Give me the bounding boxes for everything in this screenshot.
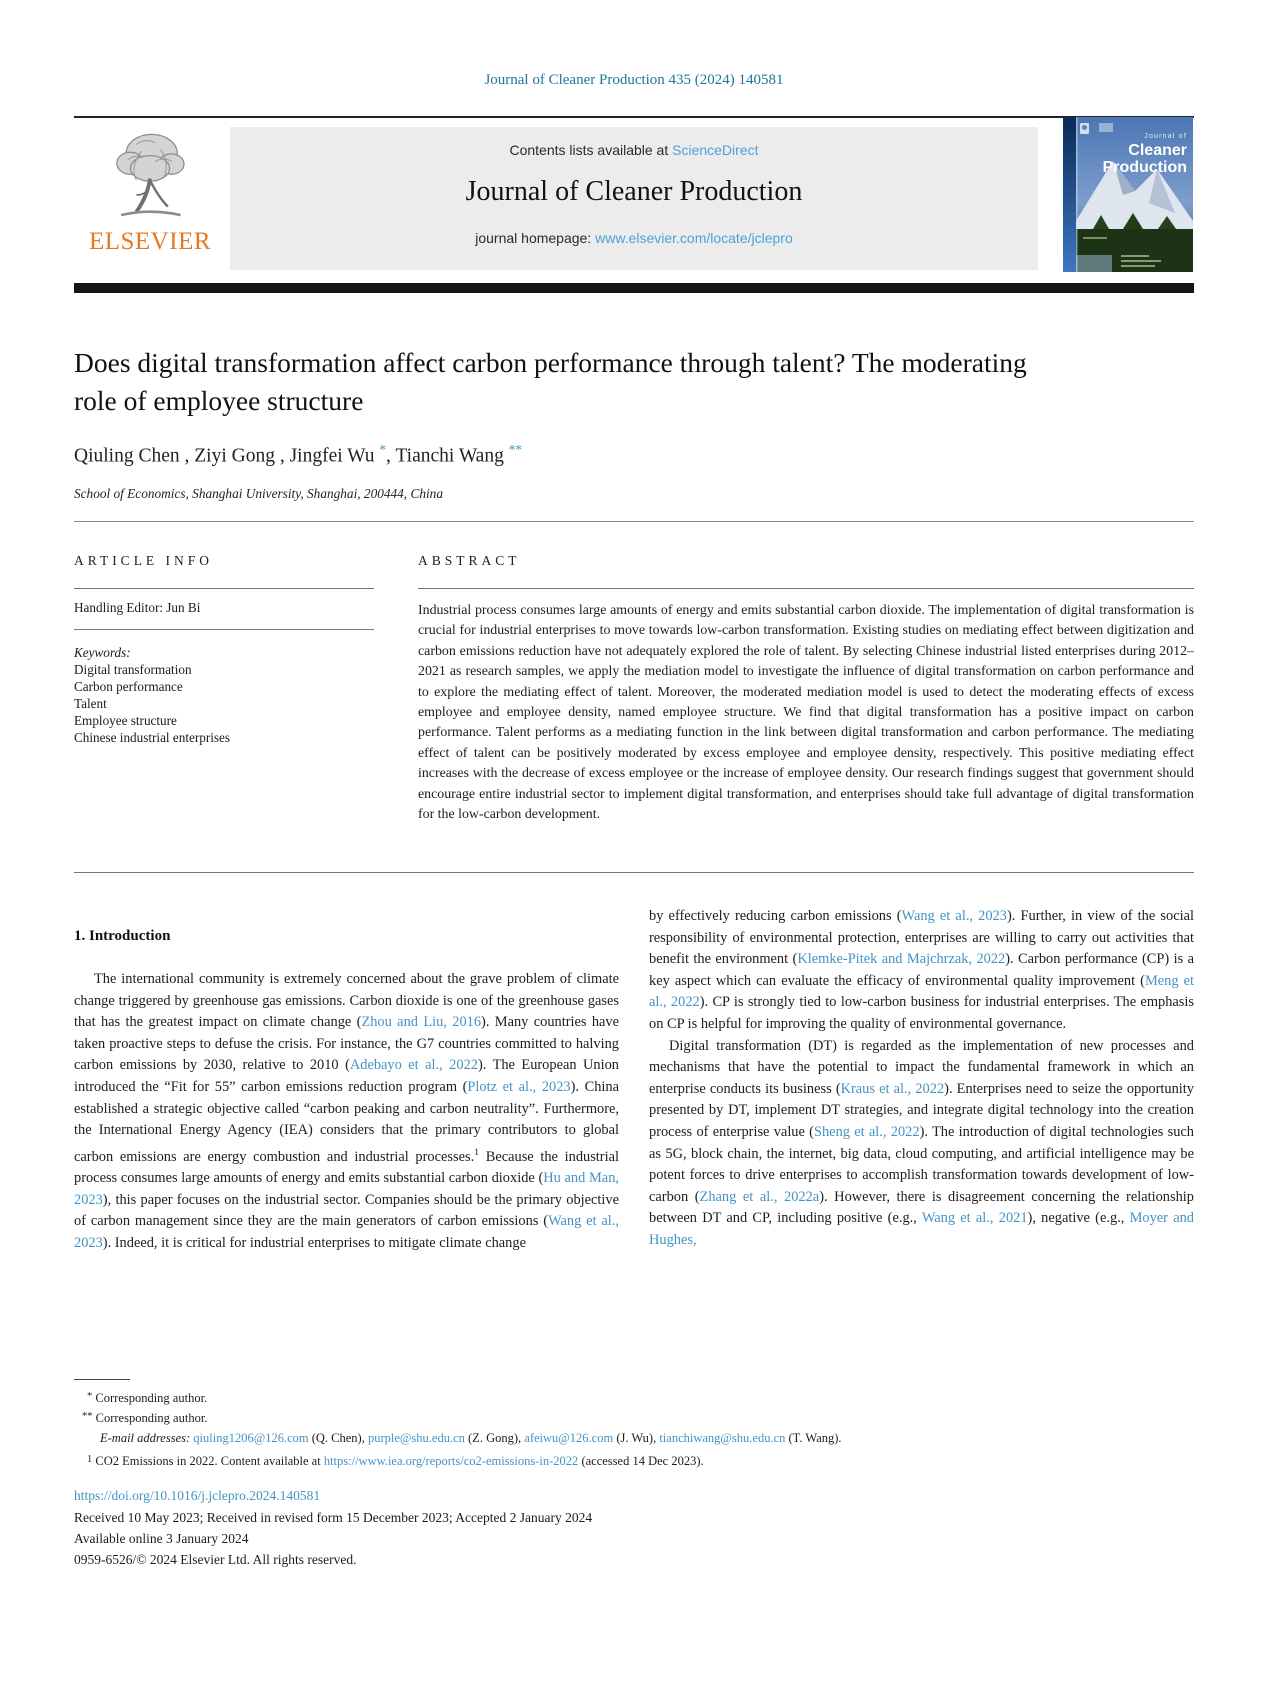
keyword: Digital transformation [74,662,192,677]
elsevier-wordmark: ELSEVIER [88,228,212,255]
text-run: (T. Wang). [785,1431,842,1445]
text-run: ). The introduction of digital technologies such as 5G, block chain, the internet, big data, cloud computing, and artificial intelligence may be potent forces to drive enterprises to accomplish transformation towards development of low-carbon ( [649,1123,1194,1205]
text-run: ). Enterprises need to seize the opportunity presented by DT, implement DT strategies, and integrate digital technology into the creation process of enterprise value ( [649,1080,1194,1140]
email-gong[interactable]: purple@shu.edu.cn [367,1431,465,1445]
cover-credit-line [1121,260,1161,262]
keywords-label: Keywords: [74,645,131,660]
cover-credit-line [1121,255,1149,257]
text-run: Corresponding author. [92,1391,208,1405]
email-chen[interactable]: qiuling1206@126.com [193,1431,309,1445]
text-run: * [87,1391,93,1402]
cover-title-line1: Cleaner [1128,142,1187,159]
text-run: journal homepage: [475,230,596,246]
contents-line [230,142,1038,158]
divider [418,588,1194,589]
text-run: E-mail addresses: [100,1431,194,1445]
abstract-section [418,553,1194,825]
citation-plotz-2023[interactable]: Plotz et al., 2023 [467,1078,571,1095]
footnote-divider [74,1379,130,1380]
text-run: The international community is extremely concerned about the grave problem of climate change triggered by greenhouse gas emissions. Carbon dioxide is one of the greenhouse gases that has the greatest impact on climate change ( [74,971,619,1031]
footnote-ref-1: 1 [474,1146,480,1158]
intro-paragraph [74,969,619,1255]
author-list [74,442,522,468]
text-run: Because the industrial process consumes large amounts of energy and emits substantial carbon dioxide ( [74,1148,619,1187]
handling-editor: Handling Editor: Jun Bi [74,600,201,615]
text-run: Qiuling Chen , Ziyi Gong , Jingfei Wu [74,445,380,467]
journal-homepage-link[interactable]: www.elsevier.com/locate/jclepro [595,230,793,246]
text-run: ** [82,1410,93,1422]
article-info-heading: ARTICLE INFO [74,553,214,568]
journal-cover-thumbnail[interactable] [1063,117,1193,272]
cover-credit-line [1083,237,1107,239]
text-run: ). However, there is disagreement concerning the relationship between DT and CP, including positive (e.g., [649,1188,1194,1227]
cover-title-small: Journal of [1144,133,1187,140]
abstract-heading: ABSTRACT [418,553,521,568]
citation-wang-2023[interactable]: Wang et al., 2023 [901,908,1007,924]
citation-kraus-2022[interactable]: Kraus et al., 2022 [840,1080,945,1097]
citation-adebayo-2022[interactable]: Adebayo et al., 2022 [349,1057,478,1074]
divider [74,629,374,630]
text-run: Corresponding author. [92,1410,208,1425]
text-run: 1 [87,1453,93,1465]
journal-citation-header: Journal of Cleaner Production 435 (2024) 140581 [484,72,784,88]
elsevier-logo[interactable] [74,124,226,272]
text-run: (Q. Chen), [308,1431,368,1445]
text-run: ). The European Union introduced the “Fit for 55” carbon emissions reduction program ( [74,1057,619,1095]
text-run: ). China established a strategic objective called “carbon peaking and carbon neutrality”. Furthermore, the International Energy Agency (IEA) considers that the primary contributors to global carbon emissions are energy combustion and industrial processes. [74,1078,619,1165]
text-run: ). Further, in view of the social responsibility of environmental protection, enterprises are willing to carry out activities that benefit the environment ( [649,908,1194,968]
cover-lake [1076,255,1112,272]
text-run: (accessed 14 Dec 2023). [578,1453,704,1468]
divider [74,872,1194,873]
text-run: (Z. Gong), [464,1431,525,1445]
divider [74,116,1194,118]
text-run: ), negative (e.g., [1027,1210,1130,1227]
citation-sheng-2022[interactable]: Sheng et al., 2022 [813,1123,920,1140]
citation-wang-2021[interactable]: Wang et al., 2021 [921,1210,1028,1227]
digital-transformation-paragraph [649,1036,1194,1252]
homepage-line [230,230,1038,246]
citation-zhou-liu-2016[interactable]: Zhou and Liu, 2016 [361,1014,482,1031]
cover-title-line2: Production [1102,159,1187,176]
cover-emblem-mark [1082,125,1087,130]
issn-copyright: 0959-6526/© 2024 Elsevier Ltd. All rights reserved. [74,1552,357,1567]
sciencedirect-link[interactable]: ScienceDirect [672,142,759,158]
affiliation: School of Economics, Shanghai University, Shanghai, 200444, China [74,486,443,501]
citation-klemke-pitek-2022[interactable]: Klemke-Pitek and Majchrzak, 2022 [797,951,1006,968]
body-column-left [74,906,619,1255]
text-run: ). Many countries have taken proactive steps to defuse the crisis. For instance, the G7 countries committed to halving carbon emissions by 2030, relative to 2010 ( [74,1014,620,1074]
masthead-box [230,127,1038,270]
abstract-text: Industrial process consumes large amounts of energy and emits substantial carbon dioxide. The implementation of digital transformation is crucial for industrial enterprises to move towards low-carbon transformation. Existing studies on mediating effect between digitization and carbon emissions reduction have not adequately explored the role of talent. By selecting Chinese industrial listed enterprises during 2012–2021 as research samples, we apply the mediation model to investigate the influence of digital transformation on carbon performance and to explore the mediating effect of talent. Moreover, the moderated mediation model is used to detect the moderating effects of excess employee and employee density, named employee structure. We find that digital transformation has a positive impact on carbon performance. Talent performs as a mediating function in the link between digital transformation and carbon performance. The mediating effect of talent can be positively moderated by excess employee and employee density, respectively. This positive mediating effect increases with the decrease of excess employee or the increase of employee density. Our research findings suggest that government should encourage entire industrial sector to implement digital transformation, and enterprises should take full advantage of digital transformation for the low-carbon development. [418,603,1194,823]
keyword: Employee structure [74,713,177,728]
second-corresponding-author-mark[interactable]: ** [508,442,522,457]
intro-paragraph-continued [649,906,1194,1036]
cover-spine [1063,117,1076,272]
footnote-corresponding [74,1388,1194,1408]
elsevier-tree-icon [99,124,201,228]
footnotes [74,1388,1194,1470]
citation-wang-2023[interactable]: Wang et al., 2023 [74,1213,620,1251]
footnote-co2-report [74,1451,1194,1471]
text-run: ), this paper focuses on the industrial sector. Companies should be the primary objective of carbon management since they are the main generators of carbon emissions ( [74,1191,619,1230]
cover-credit-line [1121,265,1155,267]
cover-issn-block [1099,123,1113,132]
divider [74,521,1194,522]
email-wu[interactable]: afeiwu@126.com [524,1431,614,1445]
article-info-section [74,553,374,746]
cover-spine-edge [1076,117,1078,272]
text-run: Contents lists available at [509,142,673,158]
text-run: by effectively reducing carbon emissions ( [649,908,902,924]
text-run: (J. Wu), [613,1431,660,1445]
footnote-corresponding-2 [74,1408,1194,1428]
keyword: Chinese industrial enterprises [74,730,231,745]
divider [74,588,374,589]
keyword: Carbon performance [74,679,183,694]
article-title: Does digital transformation affect carbon performance through talent? The moderating role of employee structure [74,347,1027,416]
available-online: Available online 3 January 2024 [74,1531,249,1546]
footnote-emails [74,1430,1194,1448]
citation-meng-2022[interactable]: Meng et al., 2022 [649,972,1194,1011]
header-separator-bar [74,283,1194,293]
iea-report-link[interactable]: https://www.iea.org/reports/co2-emissions-in-2022 [323,1453,579,1468]
section-heading-introduction: 1. Introduction [74,928,171,944]
text-run: Digital transformation (DT) is regarded as the implementation of new processes and mechanisms that have the potential to impact the fundamental framework in which an enterprise conducts its business ( [649,1037,1194,1097]
keyword: Talent [74,696,107,711]
text-run: CO2 Emissions in 2022. Content available at [92,1453,324,1468]
citation-zhang-2022a[interactable]: Zhang et al., 2022a [699,1188,820,1205]
corresponding-author-mark[interactable]: * [379,442,387,457]
citation-hu-man-2023[interactable]: Hu and Man, 2023 [74,1170,619,1208]
masthead-journal-title: Journal of Cleaner Production [465,176,803,207]
email-wang[interactable]: tianchiwang@shu.edu.cn [659,1431,786,1445]
text-run: ). Carbon performance (CP) is a key aspect which can evaluate the efficacy of environmental quality improvement ( [649,951,1194,989]
text-run: ). Indeed, it is critical for industrial enterprises to mitigate climate change [102,1234,526,1251]
text-run: ). CP is strongly tied to low-carbon business for industrial enterprises. The emphasis on CP is helpful for improving the quality of environmental governance. [649,994,1194,1032]
text-run: , Tianchi Wang [386,445,509,467]
doi-link[interactable]: https://doi.org/10.1016/j.jclepro.2024.140581 [74,1488,321,1503]
received-dates: Received 10 May 2023; Received in revised form 15 December 2023; Accepted 2 January 2024 [74,1510,593,1525]
body-column-right [649,906,1194,1252]
citation-moyer-hughes[interactable]: Moyer and Hughes, [649,1210,1194,1248]
